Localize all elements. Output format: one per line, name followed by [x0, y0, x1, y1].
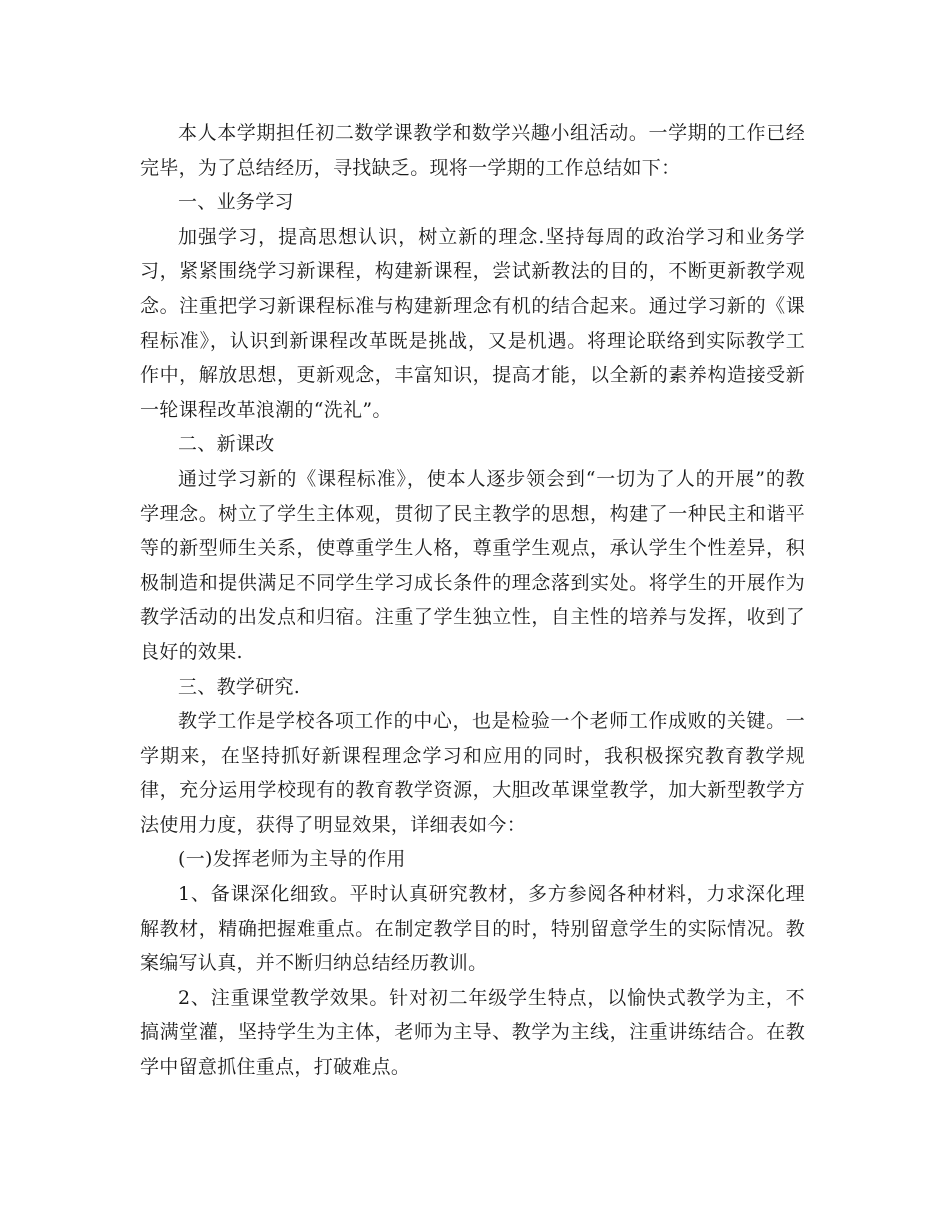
lesson-prep-paragraph: 1、备课深化细致。平时认真研究教材，多方参阅各种材料，力求深化理解教材，精确把握难重点。在制定教学目的时，特别留意学生的实际情况。教案编写认真，并不断归纳总结经历教训。: [140, 883, 805, 975]
document-body: [140, 116, 805, 1085]
intro-paragraph: 本人本学期担任初二数学课教学和数学兴趣小组活动。一学期的工作已经完毕，为了总结经历，寻找缺乏。现将一学期的工作总结如下：: [140, 122, 805, 179]
teaching-research-paragraph: 教学工作是学校各项工作的中心，也是检验一个老师工作成败的关键。一学期来，在坚持抓好新课程理念学习和应用的同时，我积极探究教育教学规律，充分运用学校现有的教育教学资源，大胆改革课堂教学，加大新型教学方法使用力度，获得了明显效果，详细表如今：: [140, 710, 805, 836]
new-curriculum-paragraph: 通过学习新的《课程标准》，使本人逐步领会到“一切为了人的开展”的教学理念。树立了学生主体观，贯彻了民主教学的思想，构建了一种民主和谐平等的新型师生关系，使尊重学生人格，尊重学生观点，承认学生个性差异，积极制造和提供满足不同学生学习成长条件的理念落到实处。将学生的开展作为教学活动的出发点和归宿。注重了学生独立性，自主性的培养与发挥，收到了良好的效果.: [140, 467, 805, 663]
business-study-paragraph: 加强学习，提高思想认识，树立新的理念.坚持每周的政治学习和业务学习，紧紧围绕学习新课程，构建新课程，尝试新教法的目的，不断更新教学观念。注重把学习新课程标准与构建新理念有机的结合起来。通过学习新的《课程标准》，认识到新课程改革既是挑战，又是机遇。将理论联络到实际教学工作中，解放思想，更新观念，丰富知识，提高才能，以全新的素养构造接受新一轮课程改革浪潮的“洗礼”。: [140, 225, 805, 421]
section-heading-business-study: 一、业务学习: [178, 191, 294, 214]
section-heading-teaching-research: 三、教学研究.: [178, 675, 301, 698]
classroom-effect-paragraph: 2、注重课堂教学效果。针对初二年级学生特点，以愉快式教学为主，不搞满堂灌，坚持学生为主体，老师为主导、教学为主线，注重讲练结合。在教学中留意抓住重点，打破难点。: [140, 986, 805, 1079]
section-heading-new-curriculum: 二、新课改: [178, 433, 275, 456]
subsection-heading-teacher-role: (一)发挥老师为主导的作用: [178, 848, 406, 871]
